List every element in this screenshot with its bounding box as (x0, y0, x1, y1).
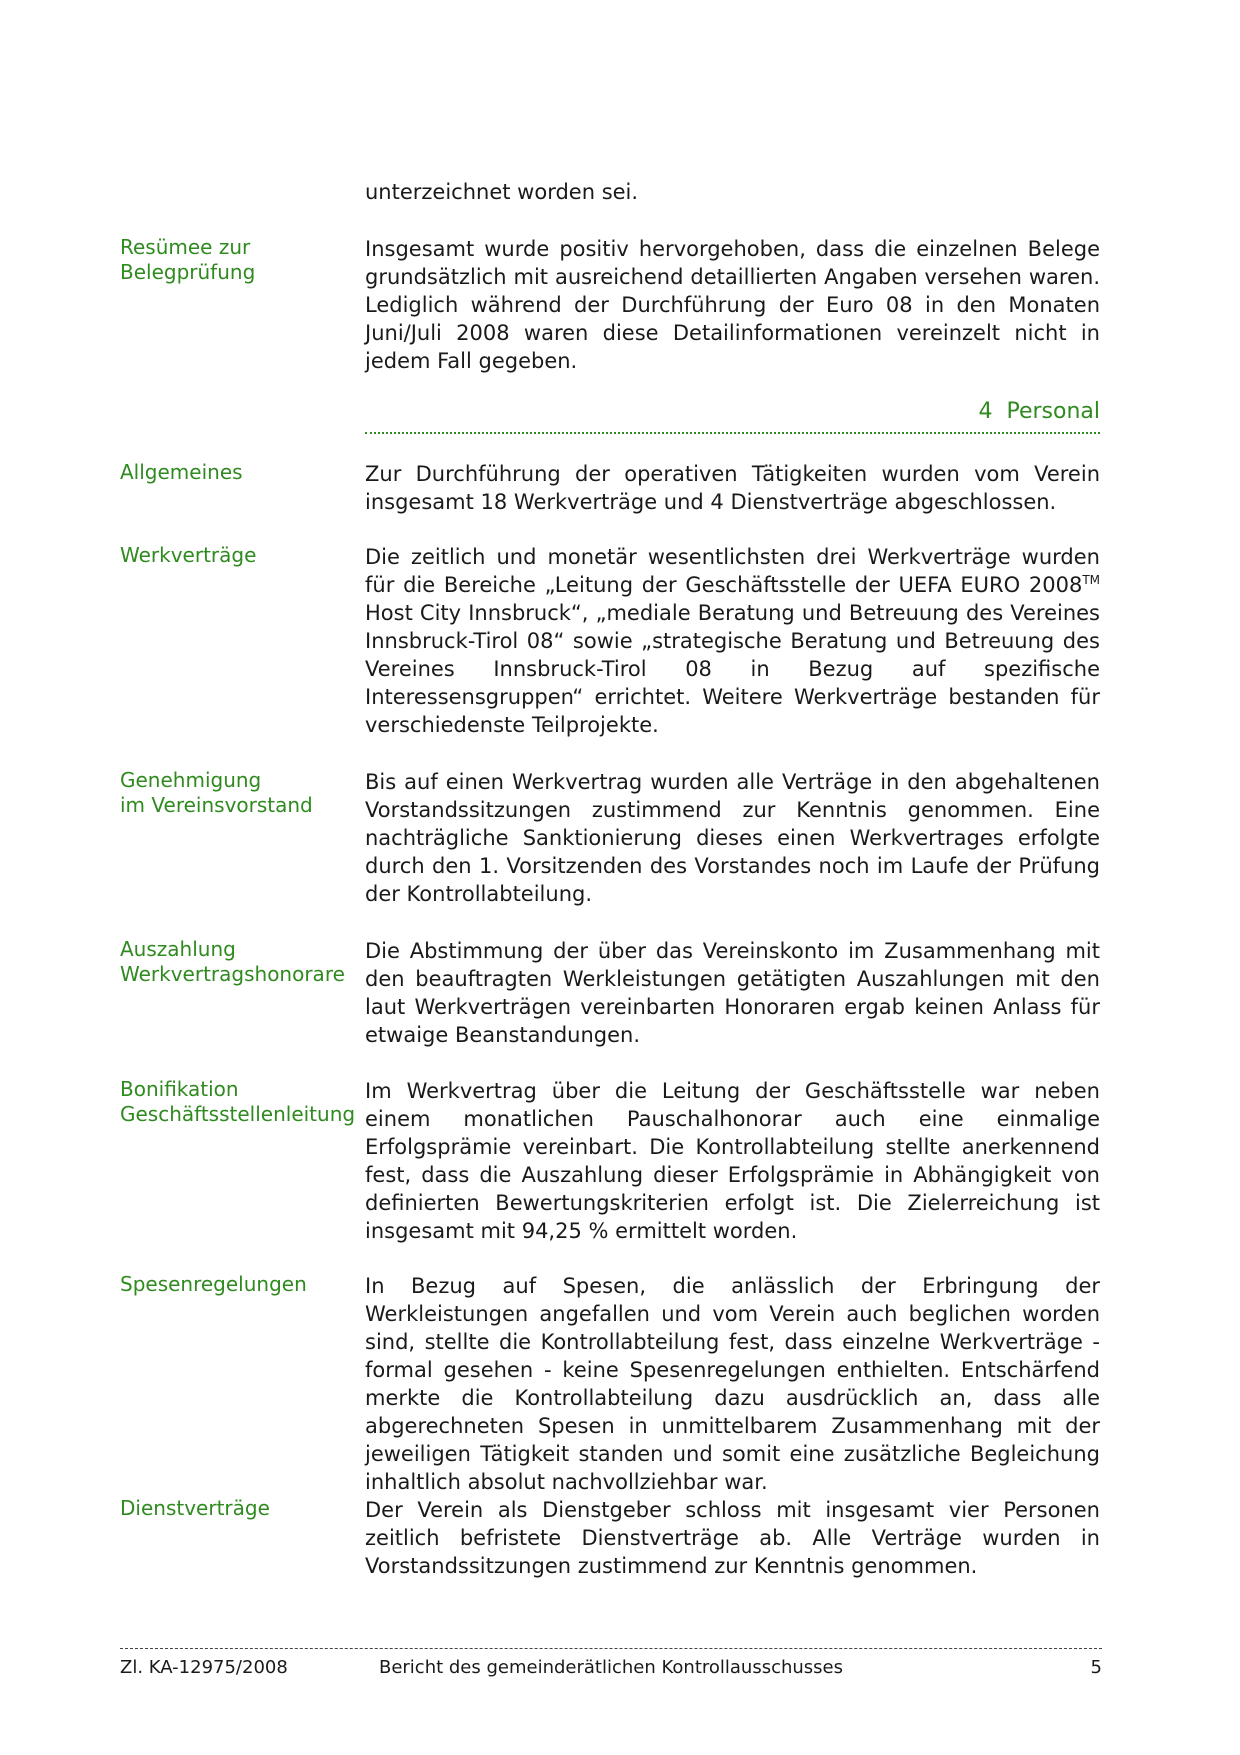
margin-note-line: Allgemeines (120, 460, 243, 484)
paragraph: In Bezug auf Spesen, die anlässlich der Erbringung der Werkleistungen angefallen und vom Verein auch beglichen worden sind, stellte die Kontrollabteilung fest, dass einzelne Werkverträge - formal gesehen - keine Spesenregelungen enthielten. Entschärfend merkte die Kontrollabteilung dazu ausdrücklich an, dass alle abgerechneten Spesen in unmittelbarem Zusammenhang mit der jeweiligen Tätigkeit standen und somit eine zusätzliche Begleichung inhaltlich absolut nachvollziehbar war. (365, 1274, 1100, 1494)
footer-divider (120, 1648, 1102, 1649)
paragraph: Die Abstimmung der über das Vereinskonto im Zusammenhang mit den beauftragten Werkleistungen getätigten Auszahlungen mit den laut Werkverträgen vereinbarten Honoraren ergab keinen Anlass für etwaige Beanstandungen. (365, 939, 1100, 1047)
paragraph: Insgesamt wurde positiv hervorgehoben, dass die einzelnen Belege grundsätzlich mit ausreichend detaillierten Angaben versehen waren. Lediglich während der Durchführung der Euro 08 in den Monaten Juni/Juli 2008 waren diese Detailinformationen vereinzelt nicht in jedem Fall gegeben. (365, 237, 1100, 373)
margin-note (120, 1272, 350, 1297)
margin-note-line: Dienstverträge (120, 1496, 270, 1520)
paragraph: Zur Durchführung der operativen Tätigkeiten wurden vom Verein insgesamt 18 Werkverträge und 4 Dienstverträge abgeschlossen. (365, 462, 1100, 514)
margin-note-line: Werkvertragshonorare (120, 962, 345, 986)
section-heading (365, 398, 1100, 426)
margin-note (120, 937, 350, 987)
margin-note-line: Bonifikation (120, 1077, 239, 1101)
paragraph-text: Die zeitlich und monetär wesentlichsten drei Werkverträge wurden für die Bereiche „Leitung der Geschäftsstelle der UEFA EURO 2008 (365, 545, 1100, 597)
footer-title: Bericht des gemeinderätlichen Kontrollausschusses (378, 1657, 844, 1678)
margin-note (120, 543, 350, 568)
margin-note-line: Spesenregelungen (120, 1272, 307, 1296)
section-number: 4 (978, 399, 993, 424)
intro-paragraph: unterzeichnet worden sei. (365, 180, 639, 204)
margin-note-line: Genehmigung (120, 768, 262, 792)
paragraph: Bis auf einen Werkvertrag wurden alle Verträge in den abgehaltenen Vorstandssitzungen zustimmend zur Kenntnis genommen. Eine nachträgliche Sanktionierung dieses einen Werkvertrages erfolgte durch den 1. Vorsitzenden des Vorstandes noch im Laufe der Prüfung der Kontrollabteilung. (365, 770, 1100, 906)
section-divider (365, 432, 1100, 434)
paragraph: Im Werkvertrag über die Leitung der Geschäftsstelle war neben einem monatlichen Pauschalhonorar auch eine einmalige Erfolgsprämie vereinbart. Die Kontrollabteilung stellte anerkennend fest, dass die Auszahlung dieser Erfolgsprämie in Abhängigkeit von definierten Bewertungskriterien erfolgt ist. Die Zielerreichung ist insgesamt mit 94,25 % ermittelt worden. (365, 1079, 1100, 1243)
margin-note (120, 460, 350, 485)
margin-note-line: Resümee zur (120, 235, 251, 259)
margin-note-line: Auszahlung (120, 937, 236, 961)
page-number: 5 (1090, 1657, 1102, 1678)
footer-reference: Zl. KA-12975/2008 (120, 1657, 288, 1678)
margin-note-line: im Vereinsvorstand (120, 793, 313, 817)
margin-note (120, 768, 350, 818)
paragraph: Der Verein als Dienstgeber schloss mit insgesamt vier Personen zeitlich befristete Dienstverträge ab. Alle Verträge wurden in Vorstandssitzungen zustimmend zur Kenntnis genommen. (365, 1498, 1100, 1578)
margin-note (120, 1496, 350, 1521)
section-title: Personal (1006, 399, 1100, 424)
margin-note-line: Werkverträge (120, 543, 257, 567)
paragraph-text: Host City Innsbruck“, „mediale Beratung und Betreuung des Vereines Innsbruck-Tirol 08“ sowie „strategische Beratung und Betreuung des Vereines Innsbruck-Tirol 08 in Bezug auf spezifische Interessensgruppen“ errichtet. Weitere Werkverträge bestanden für verschiedenste Teilprojekte. (365, 601, 1100, 737)
paragraph (365, 543, 1100, 739)
trademark-mark: TM (1082, 573, 1100, 587)
margin-note-line: Belegprüfung (120, 260, 256, 284)
margin-note (120, 235, 350, 285)
margin-note-line: Geschäftsstellenleitung (120, 1102, 356, 1126)
margin-note (120, 1077, 356, 1127)
